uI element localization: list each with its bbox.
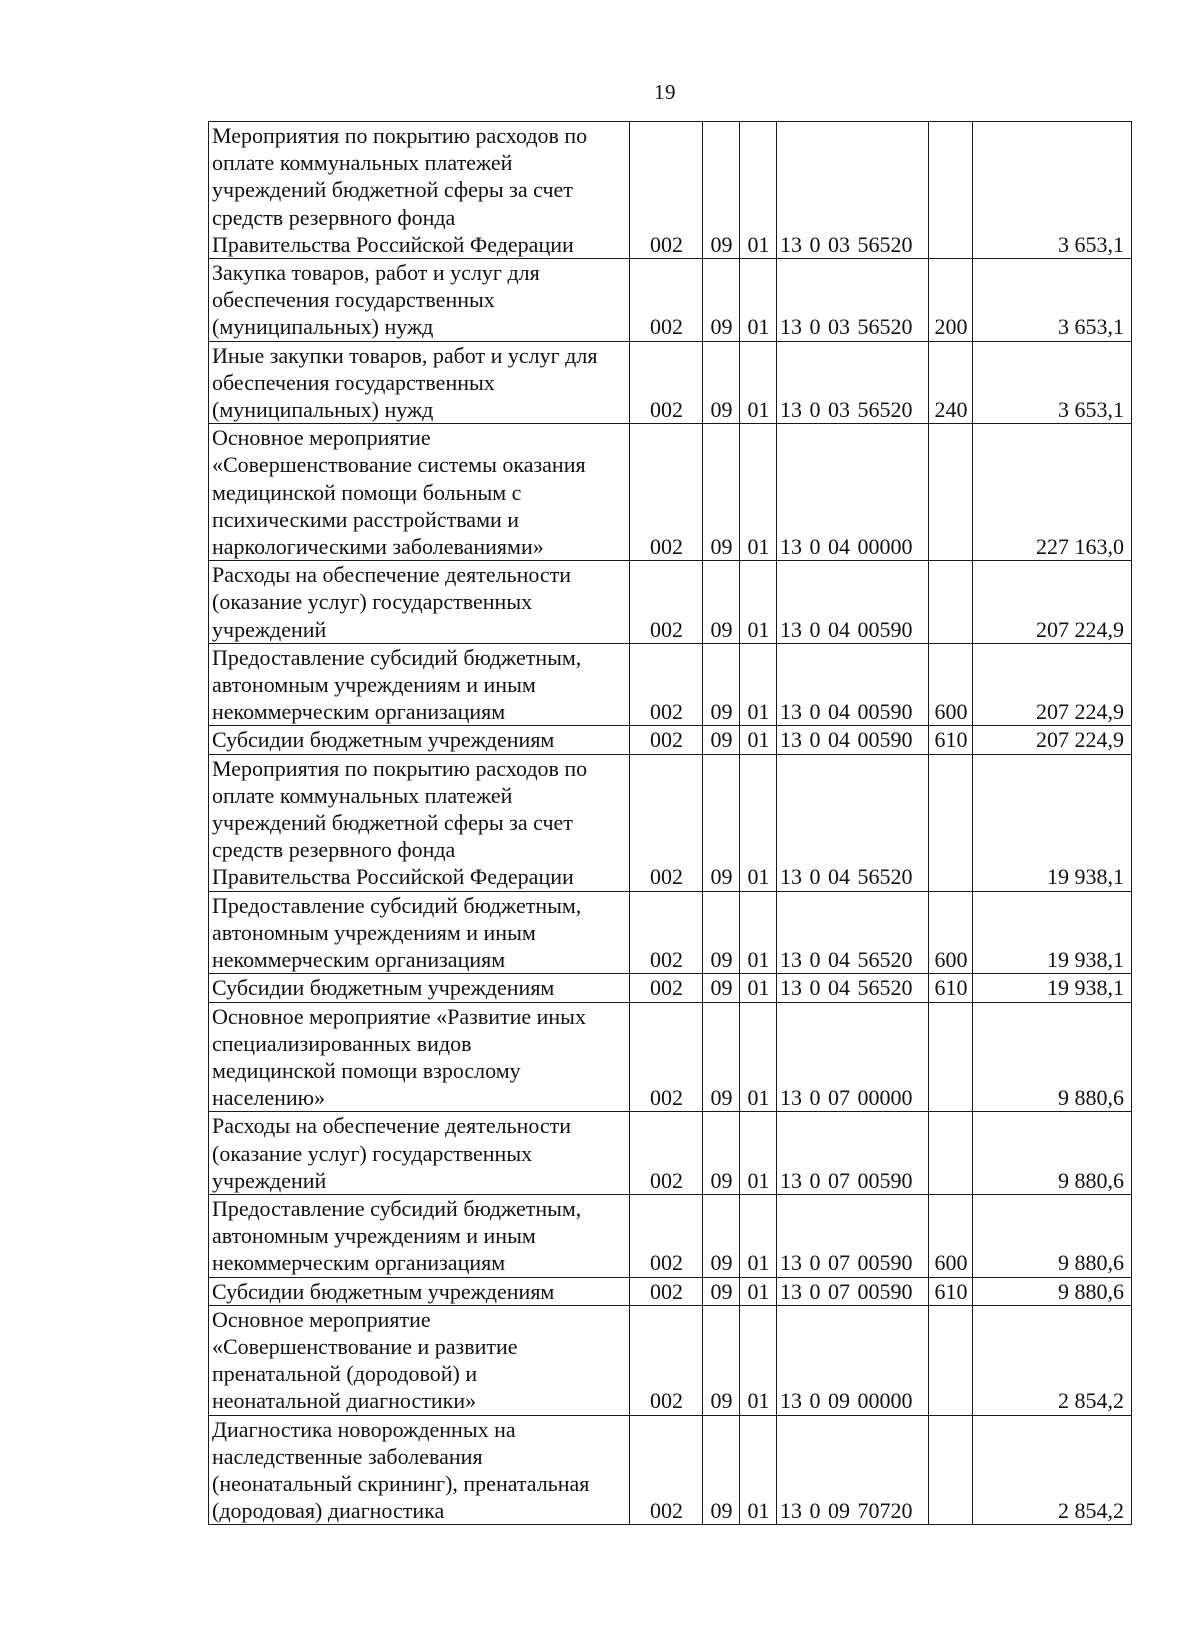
item-name-line: психическими расстройствами и (212, 506, 520, 532)
subsection-code-cell: 01 (740, 341, 777, 424)
item-name-line: Мероприятия по покрытию расходов по (212, 123, 588, 148)
ministry-code-cell: 002 (630, 122, 703, 259)
item-name-cell (209, 1194, 630, 1277)
subsection-code-cell: 01 (740, 891, 777, 974)
amount-cell: 9 880,6 (973, 1002, 1132, 1112)
table-row (209, 424, 1132, 561)
table-body (209, 122, 1132, 1525)
item-name-cell (209, 726, 630, 754)
item-name-line: Расходы на обеспечение деятельности (212, 1113, 572, 1139)
item-name-line: Субсидии бюджетным учреждениям (212, 727, 555, 753)
target-article-cell: 13 0 09 00000 (777, 1305, 929, 1415)
ministry-code-cell: 002 (630, 341, 703, 424)
item-name-line: средств резервного фонда (212, 837, 456, 863)
ministry-code-cell: 002 (630, 561, 703, 644)
budget-table (208, 121, 1132, 1525)
expense-type-cell: 600 (929, 643, 973, 726)
table-row (209, 341, 1132, 424)
subsection-code-cell: 01 (740, 974, 777, 1002)
ministry-code-cell: 002 (630, 1277, 703, 1305)
target-article-cell: 13 0 04 56520 (777, 891, 929, 974)
subsection-code-cell: 01 (740, 1194, 777, 1277)
item-name-line: Расходы на обеспечение деятельности (212, 562, 572, 588)
item-name-line: учреждений бюджетной сферы за счет (212, 177, 573, 203)
item-name-line: «Совершенствование системы оказания (212, 452, 586, 478)
item-name-line: Правительства Российской Федерации (212, 864, 574, 890)
expense-type-cell (929, 1305, 973, 1415)
amount-cell: 3 653,1 (973, 122, 1132, 259)
item-name-line: пренатальной (дородовой) и (212, 1361, 478, 1387)
subsection-code-cell: 01 (740, 1305, 777, 1415)
amount-cell: 3 653,1 (973, 341, 1132, 424)
expense-type-cell (929, 561, 973, 644)
ministry-code-cell: 002 (630, 974, 703, 1002)
target-article-cell: 13 0 07 00590 (777, 1277, 929, 1305)
table-row (209, 643, 1132, 726)
item-name-line: (оказание услуг) государственных (212, 589, 533, 615)
item-name-line: Закупка товаров, работ и услуг для (212, 260, 540, 286)
section-code-cell: 09 (703, 341, 740, 424)
item-name-line: Правительства Российской Федерации (212, 231, 574, 257)
section-code-cell: 09 (703, 726, 740, 754)
item-name-cell (209, 974, 630, 1002)
table-row (209, 1112, 1132, 1195)
section-code-cell: 09 (703, 424, 740, 561)
table-row (209, 754, 1132, 891)
item-name-line: Основное мероприятие «Развитие иных (212, 1003, 586, 1029)
item-name-line: населению» (212, 1085, 326, 1111)
ministry-code-cell: 002 (630, 1305, 703, 1415)
expense-type-cell (929, 1002, 973, 1112)
item-name-line: специализированных видов (212, 1030, 472, 1056)
item-name-line: (неонатальный скрининг), пренатальная (212, 1470, 590, 1496)
expense-type-cell (929, 754, 973, 891)
ministry-code-cell: 002 (630, 1112, 703, 1195)
amount-cell: 19 938,1 (973, 891, 1132, 974)
amount-cell: 19 938,1 (973, 974, 1132, 1002)
expense-type-cell: 610 (929, 726, 973, 754)
amount-cell: 2 854,2 (973, 1415, 1132, 1525)
item-name-line: «Совершенствование и развитие (212, 1333, 518, 1359)
item-name-line: автономным учреждениям и иным (212, 1223, 536, 1249)
section-code-cell: 09 (703, 1002, 740, 1112)
item-name-cell (209, 1305, 630, 1415)
item-name-line: (муниципальных) нужд (212, 314, 434, 340)
ministry-code-cell: 002 (630, 643, 703, 726)
subsection-code-cell: 01 (740, 424, 777, 561)
item-name-line: Диагностика новорожденных на (212, 1416, 516, 1442)
amount-cell: 207 224,9 (973, 643, 1132, 726)
subsection-code-cell: 01 (740, 1277, 777, 1305)
target-article-cell: 13 0 03 56520 (777, 341, 929, 424)
target-article-cell: 13 0 07 00000 (777, 1002, 929, 1112)
expense-type-cell (929, 1112, 973, 1195)
item-name-line: наследственные заболевания (212, 1443, 483, 1469)
target-article-cell: 13 0 09 70720 (777, 1415, 929, 1525)
item-name-line: учреждений (212, 616, 327, 642)
subsection-code-cell: 01 (740, 754, 777, 891)
amount-cell: 9 880,6 (973, 1112, 1132, 1195)
item-name-line: Основное мероприятие (212, 425, 431, 451)
target-article-cell: 13 0 03 56520 (777, 259, 929, 342)
table-row (209, 1277, 1132, 1305)
table-row (209, 891, 1132, 974)
ministry-code-cell: 002 (630, 891, 703, 974)
target-article-cell: 13 0 07 00590 (777, 1112, 929, 1195)
table-row (209, 726, 1132, 754)
table-row (209, 561, 1132, 644)
item-name-line: учреждений бюджетной сферы за счет (212, 810, 573, 836)
expense-type-cell: 610 (929, 1277, 973, 1305)
amount-cell: 207 224,9 (973, 561, 1132, 644)
table-row (209, 1415, 1132, 1525)
amount-cell: 9 880,6 (973, 1194, 1132, 1277)
item-name-cell (209, 1277, 630, 1305)
item-name-cell (209, 643, 630, 726)
expense-type-cell (929, 122, 973, 259)
amount-cell: 207 224,9 (973, 726, 1132, 754)
target-article-cell: 13 0 04 00590 (777, 561, 929, 644)
expense-type-cell (929, 424, 973, 561)
item-name-line: медицинской помощи больным с (212, 479, 522, 505)
item-name-line: обеспечения государственных (212, 287, 495, 313)
subsection-code-cell: 01 (740, 1002, 777, 1112)
target-article-cell: 13 0 04 56520 (777, 974, 929, 1002)
target-article-cell: 13 0 07 00590 (777, 1194, 929, 1277)
table-row (209, 259, 1132, 342)
subsection-code-cell: 01 (740, 1415, 777, 1525)
amount-cell: 3 653,1 (973, 259, 1132, 342)
section-code-cell: 09 (703, 1305, 740, 1415)
item-name-line: Предоставление субсидий бюджетным, (212, 1195, 582, 1221)
section-code-cell: 09 (703, 259, 740, 342)
item-name-cell (209, 341, 630, 424)
item-name-line: Субсидии бюджетным учреждениям (212, 1278, 555, 1304)
target-article-cell: 13 0 04 56520 (777, 754, 929, 891)
item-name-line: (муниципальных) нужд (212, 397, 434, 423)
section-code-cell: 09 (703, 754, 740, 891)
target-article-cell: 13 0 04 00000 (777, 424, 929, 561)
ministry-code-cell: 002 (630, 1415, 703, 1525)
item-name-line: неонатальной диагностики» (212, 1388, 477, 1414)
item-name-line: Мероприятия по покрытию расходов по (212, 755, 588, 781)
section-code-cell: 09 (703, 1277, 740, 1305)
item-name-cell (209, 891, 630, 974)
item-name-line: Предоставление субсидий бюджетным, (212, 644, 582, 670)
item-name-cell (209, 424, 630, 561)
item-name-line: оплате коммунальных платежей (212, 150, 513, 176)
item-name-cell (209, 561, 630, 644)
subsection-code-cell: 01 (740, 726, 777, 754)
item-name-line: учреждений (212, 1167, 327, 1193)
table-row (209, 1305, 1132, 1415)
section-code-cell: 09 (703, 122, 740, 259)
table-row (209, 974, 1132, 1002)
expense-type-cell: 600 (929, 891, 973, 974)
ministry-code-cell: 002 (630, 726, 703, 754)
section-code-cell: 09 (703, 891, 740, 974)
item-name-line: автономным учреждениям и иным (212, 919, 536, 945)
item-name-cell (209, 1002, 630, 1112)
item-name-line: обеспечения государственных (212, 369, 495, 395)
table-row (209, 122, 1132, 259)
section-code-cell: 09 (703, 974, 740, 1002)
table-row (209, 1194, 1132, 1277)
item-name-cell (209, 1112, 630, 1195)
subsection-code-cell: 01 (740, 643, 777, 726)
item-name-cell (209, 1415, 630, 1525)
target-article-cell: 13 0 03 56520 (777, 122, 929, 259)
item-name-line: наркологическими заболеваниями» (212, 534, 544, 560)
target-article-cell: 13 0 04 00590 (777, 643, 929, 726)
item-name-line: некоммерческим организациям (212, 699, 506, 725)
ministry-code-cell: 002 (630, 424, 703, 561)
section-code-cell: 09 (703, 561, 740, 644)
page-number: 19 (654, 80, 676, 104)
item-name-line: некоммерческим организациям (212, 1250, 506, 1276)
subsection-code-cell: 01 (740, 259, 777, 342)
target-article-cell: 13 0 04 00590 (777, 726, 929, 754)
item-name-line: Предоставление субсидий бюджетным, (212, 892, 582, 918)
section-code-cell: 09 (703, 1415, 740, 1525)
item-name-line: Иные закупки товаров, работ и услуг для (212, 342, 598, 368)
item-name-line: Субсидии бюджетным учреждениям (212, 975, 555, 1001)
expense-type-cell: 200 (929, 259, 973, 342)
ministry-code-cell: 002 (630, 1002, 703, 1112)
amount-cell: 9 880,6 (973, 1277, 1132, 1305)
item-name-line: некоммерческим организациям (212, 947, 506, 973)
ministry-code-cell: 002 (630, 1194, 703, 1277)
section-code-cell: 09 (703, 643, 740, 726)
ministry-code-cell: 002 (630, 259, 703, 342)
expense-type-cell: 610 (929, 974, 973, 1002)
section-code-cell: 09 (703, 1112, 740, 1195)
amount-cell: 2 854,2 (973, 1305, 1132, 1415)
item-name-line: медицинской помощи взрослому (212, 1057, 521, 1083)
item-name-line: средств резервного фонда (212, 204, 456, 230)
expense-type-cell (929, 1415, 973, 1525)
item-name-cell (209, 259, 630, 342)
expense-type-cell: 600 (929, 1194, 973, 1277)
amount-cell: 227 163,0 (973, 424, 1132, 561)
ministry-code-cell: 002 (630, 754, 703, 891)
item-name-line: оплате коммунальных платежей (212, 782, 513, 808)
expense-type-cell: 240 (929, 341, 973, 424)
item-name-cell (209, 754, 630, 891)
item-name-line: автономным учреждениям и иным (212, 672, 536, 698)
amount-cell: 19 938,1 (973, 754, 1132, 891)
item-name-line: (оказание услуг) государственных (212, 1140, 533, 1166)
section-code-cell: 09 (703, 1194, 740, 1277)
subsection-code-cell: 01 (740, 122, 777, 259)
item-name-line: (дородовая) диагностика (212, 1498, 445, 1524)
subsection-code-cell: 01 (740, 561, 777, 644)
table-row (209, 1002, 1132, 1112)
item-name-line: Основное мероприятие (212, 1306, 431, 1332)
subsection-code-cell: 01 (740, 1112, 777, 1195)
item-name-cell (209, 122, 630, 259)
